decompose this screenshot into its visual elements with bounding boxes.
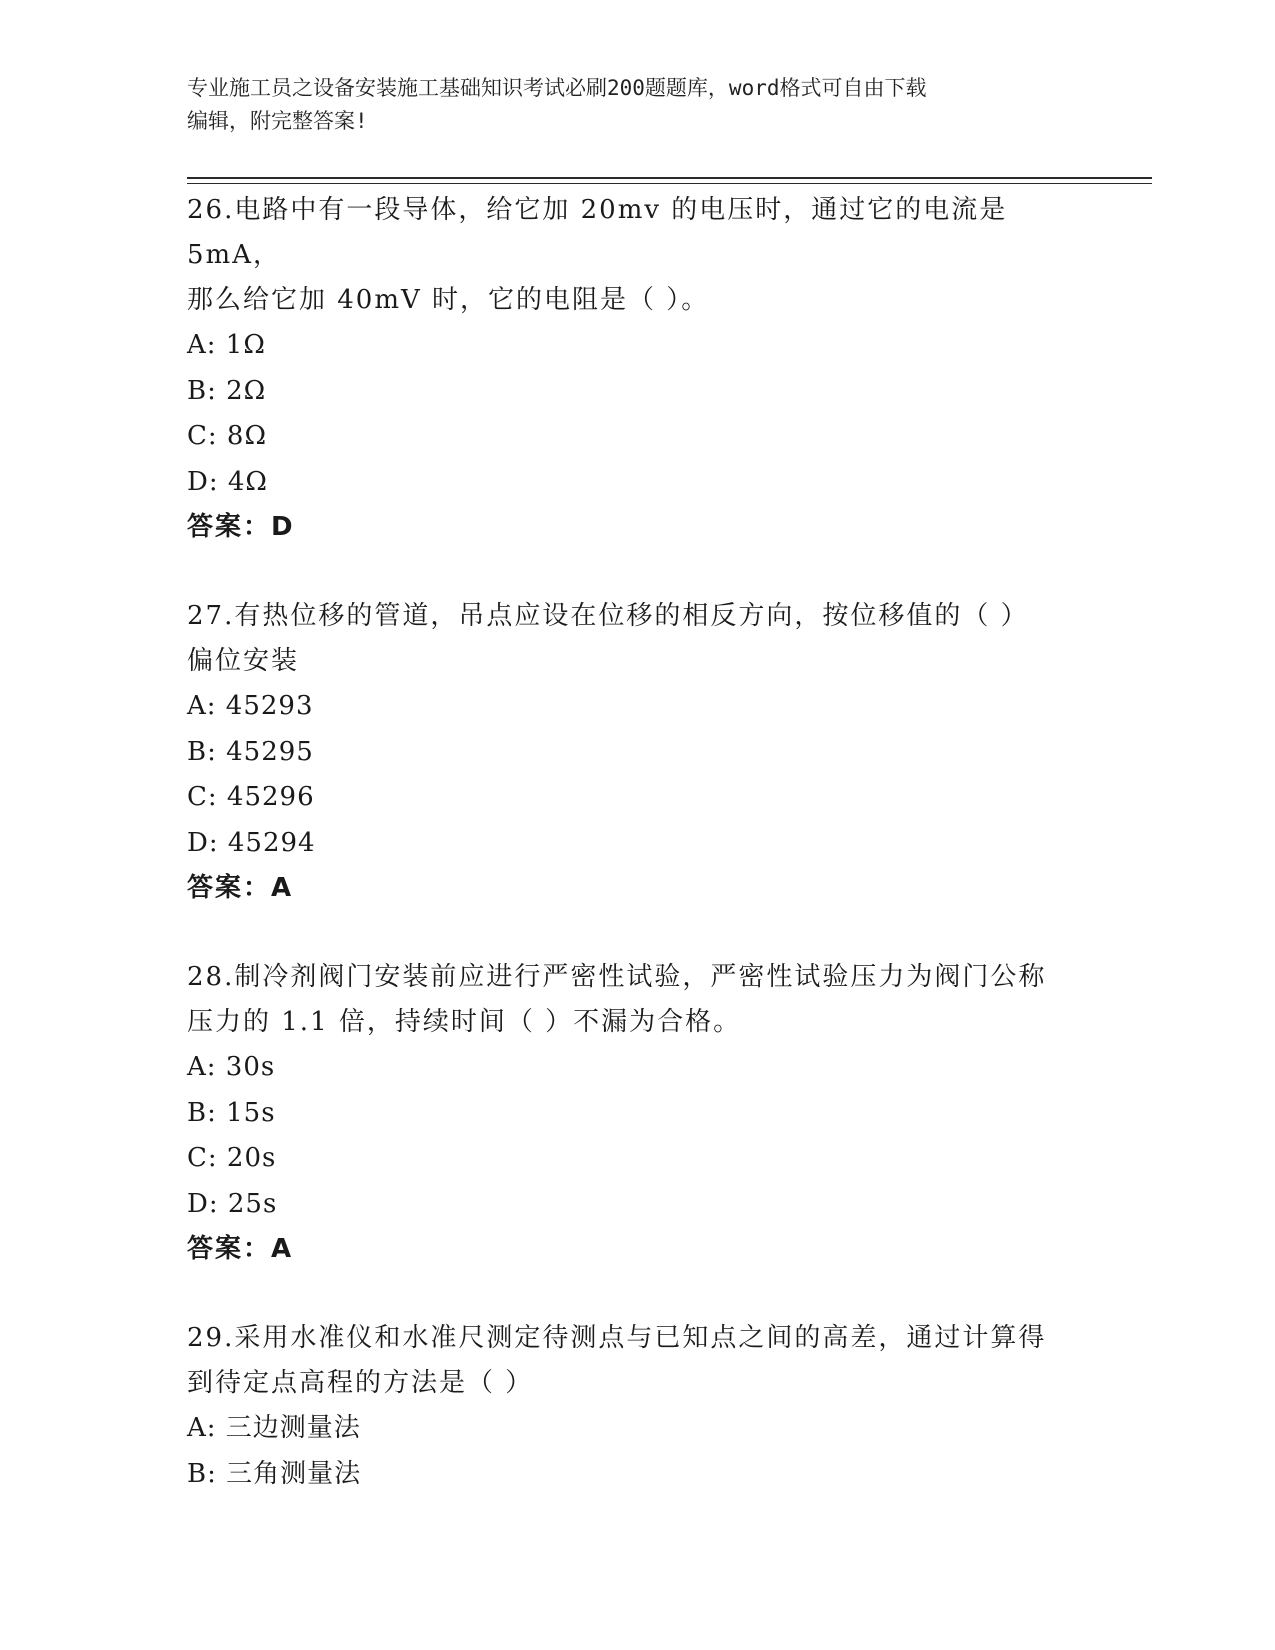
question-text-line-2: 偏位安装 — [187, 646, 300, 676]
option-a: A: 30s — [187, 1052, 276, 1082]
header-line-1: 专业施工员之设备安装施工基础知识考试必刷200题题库，word格式可自由下载 — [187, 76, 927, 100]
option-d: D: 4Ω — [187, 466, 268, 497]
answer: 答案：D — [187, 512, 295, 542]
header-divider-bottom — [187, 183, 1152, 184]
option-b: B: 三角测量法 — [187, 1458, 362, 1489]
question-27 — [187, 594, 1087, 911]
option-c: C: 20s — [187, 1143, 277, 1173]
question-list — [187, 188, 1087, 1541]
option-a: A: 三边测量法 — [187, 1413, 361, 1443]
option-b: B: 45295 — [187, 736, 314, 767]
header-line-2: 编辑，附完整答案! — [187, 109, 368, 133]
option-b: B: 15s — [187, 1097, 276, 1128]
question-29 — [187, 1316, 1087, 1497]
option-c: C: 45296 — [187, 782, 315, 812]
answer: 答案：A — [187, 873, 294, 903]
question-text-line-1: 27.有热位移的管道，吊点应设在位移的相反方向，按位移值的（ ） — [187, 601, 1029, 631]
question-text-line-1: 28.制冷剂阀门安装前应进行严密性试验，严密性试验压力为阀门公称 — [187, 962, 1047, 992]
question-26 — [187, 188, 1087, 550]
option-a: A: 1Ω — [187, 330, 266, 360]
header-divider-top — [187, 177, 1152, 179]
option-b: B: 2Ω — [187, 375, 267, 406]
question-28 — [187, 955, 1087, 1272]
option-c: C: 8Ω — [187, 421, 268, 451]
question-text-line-1: 29.采用水准仪和水准尺测定待测点与已知点之间的高差，通过计算得 — [187, 1323, 1047, 1353]
option-d: D: 25s — [187, 1188, 278, 1219]
question-text-line-2: 压力的 1.1 倍，持续时间（ ）不漏为合格。 — [187, 1007, 742, 1037]
option-a: A: 45293 — [187, 691, 314, 721]
answer: 答案：A — [187, 1234, 294, 1264]
document-header — [187, 72, 1087, 138]
question-text-line-1: 26.电路中有一段导体，给它加 20mv 的电压时，通过它的电流是 5mA， — [187, 195, 1008, 270]
question-text-line-2: 到待定点高程的方法是（ ） — [187, 1368, 534, 1398]
option-d: D: 45294 — [187, 827, 316, 858]
question-text-line-2: 那么给它加 40mV 时，它的电阻是（ ）。 — [187, 285, 710, 315]
